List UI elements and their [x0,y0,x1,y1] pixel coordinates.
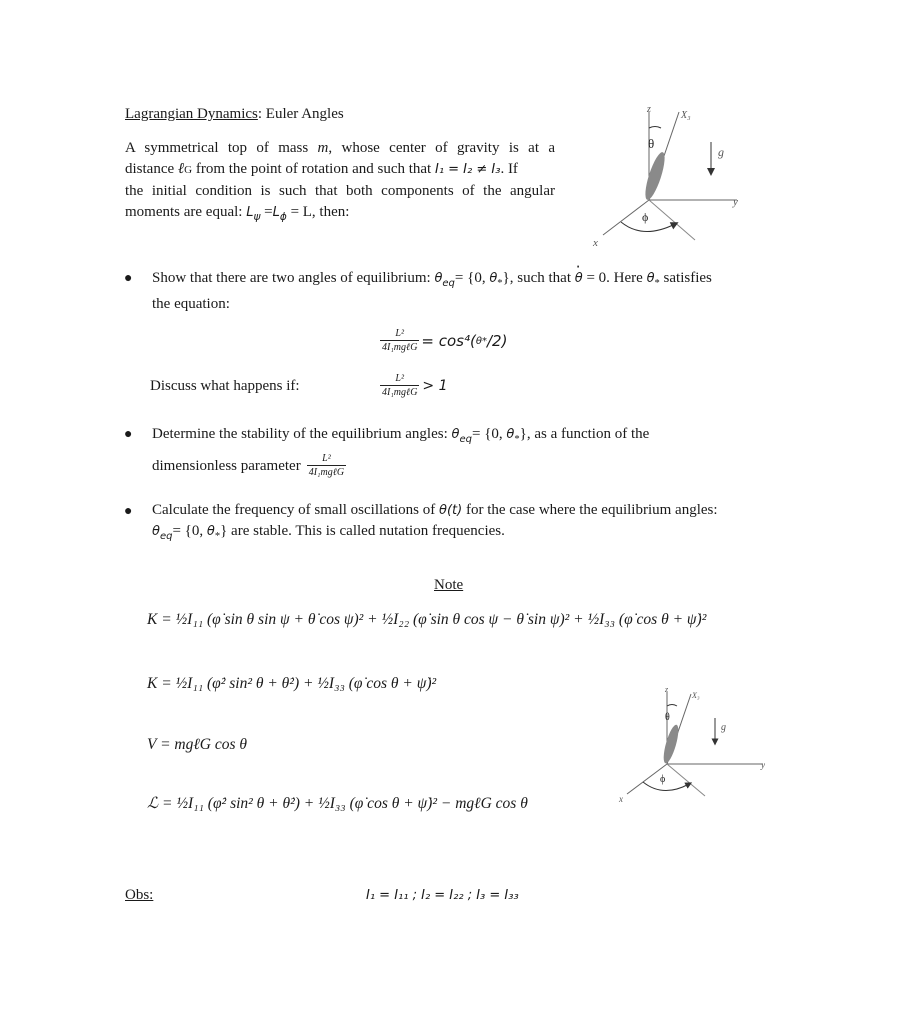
label-theta: θ [648,136,655,151]
top-diagram-figure-small [615,682,775,808]
top-diagram-figure [585,100,760,252]
equilibrium-equation: $\frac{\text{L²}}{\text{4I₁mgℓG}}$ = cos⁴( θ* /2) [382,328,508,353]
bullet-2-line-1: Determine the stability of the equilibrium angles: $\theta_{eq}= \{0$, $\theta_*$}, as a function of the [152,426,650,445]
projection-line [649,200,695,240]
phi-arc-small [643,782,689,791]
inequality: $\frac{\text{L²}}{\text{4I₁mgℓG}}$ > 1 [382,373,448,398]
intro-line-4: moments are equal: $L_\psi =L_\phi = L$, then: [125,204,350,223]
label-y-small: y [761,760,765,770]
bullet-1-text [152,268,770,315]
label-g: g [718,145,724,159]
top-body [642,150,669,201]
param-fraction-3: $\frac{\text{L²}}{\text{4I₁mgℓG}}$ [308,453,345,478]
bullet-1-line-2: the equation: [152,296,230,312]
kinetic-energy-simplified: K = ½I₁₁ (φ̇² sin² θ + θ̇²) + ½I₃₃ (φ̇ cos θ + ψ̇)² [147,675,437,692]
param-fraction-2: $\frac{\text{L²}}{\text{4I₁mgℓG}}$ [382,373,418,398]
intro-line-2: distance ℓG from the point of rotation and such that I₁ = I₂ ≠ I₃. If [125,161,518,177]
bullet-3-text [152,500,782,547]
theta-arc-small [667,705,677,707]
label-y: y [733,196,738,208]
lagrangian: ℒ = ½I₁₁ (φ̇² sin² θ + θ̇²) + ½I₃₃ (φ̇ cos θ + ψ̇)² − mgℓG cos θ [147,795,528,812]
bullet-2-marker: ● [124,427,133,442]
topic-title: Lagrangian Dynamics [125,106,258,122]
intro-line-1: A symmetrical top of mass m, whose center of gravity is at a [125,140,555,156]
bullet-2-line-2: dimensionless parameter $\frac{\text{L²}}{\text{4I₁mgℓG}}$ [152,453,345,478]
bullet-3-line-1: Calculate the frequency of small oscillations of θ(t) for the case where the equilibrium angles: [152,502,718,518]
inertia-relation: I₁ = I₁₁ ; I₂ = I₂₂ ; I₃ = I₃₃ [366,888,519,903]
intro-line-3: the initial condition is such that both components of the angular [125,183,555,199]
label-x-small: x [619,794,623,804]
label-x3: X₃ [681,110,691,121]
topic-subtitle: : Euler Angles [257,106,344,122]
top-body-small [661,723,682,764]
projection-line-small [667,764,705,796]
bullet-3-line-2: $\theta_{eq}= \{0$, $\theta_*$} are stable. This is called nutation frequencies. [152,523,505,542]
discuss-label: Discuss what happens if: [150,378,300,394]
param-fraction: $\frac{\text{L²}}{\text{4I₁mgℓG}}$ [382,328,418,353]
label-g-small: g [721,722,726,733]
bullet-3-marker: ● [124,504,133,519]
potential-energy: V = mgℓG cos θ [147,736,248,753]
bullet-1-marker: ● [124,271,133,286]
note-title: Note [434,577,464,593]
label-phi-small: ϕ [660,774,666,785]
page-title [125,106,344,123]
bullet-2-text [152,424,770,478]
label-phi: ϕ [642,210,649,224]
label-x3-small: X₃ [692,691,700,700]
label-theta-small: θ [665,712,670,723]
obs-label: Obs: [125,887,154,903]
theta-arc [649,127,661,129]
bullet-1-line-1: Show that there are two angles of equilibrium: $\theta_{eq}= \{0$, $\theta_*$}, such that · θ = 0. Here $\theta_*$ satisfies [152,268,770,294]
intro-paragraph [125,138,555,228]
label-z-small: z [665,685,669,694]
label-z: z [647,104,651,115]
label-x: x [593,237,598,249]
kinetic-energy-full: K = ½I₁₁ (φ̇ sin θ sin ψ + θ̇ cos ψ)² + ½I₂₂ (φ̇ sin θ cos ψ − θ̇ sin ψ)² + ½I₃₃ (φ̇ cos θ + ψ̇)² [147,611,707,628]
